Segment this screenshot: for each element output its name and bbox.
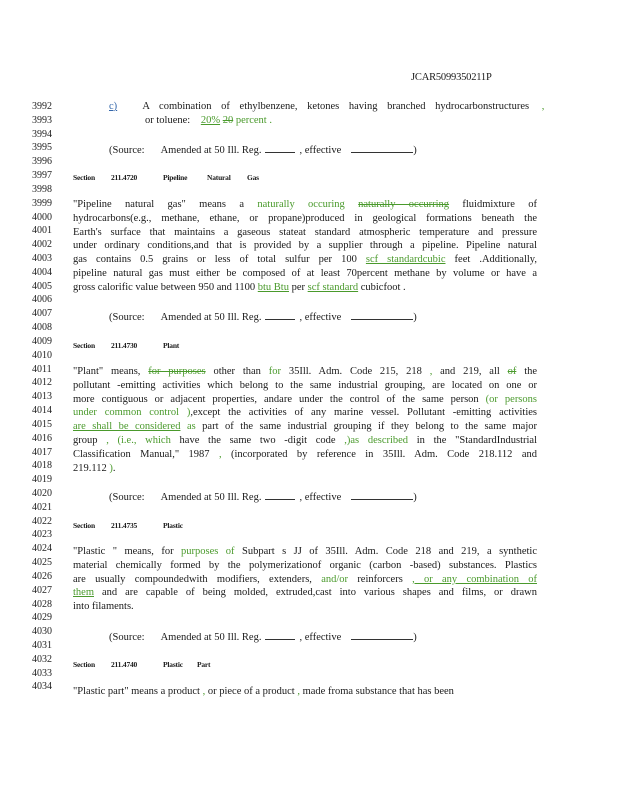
line-number: 4000 xyxy=(32,211,52,223)
text-run: "Plastic " means, for xyxy=(73,546,182,557)
blank-line xyxy=(351,310,413,320)
text-line xyxy=(73,394,537,406)
text-run: Subpart s JJ of 35Ill. Adm. Code 218 and 219, a synthetic xyxy=(234,546,537,557)
text-run: Classification Manual," 1987 xyxy=(73,448,219,460)
text-run: feet .Additionally, xyxy=(445,254,537,266)
line-number: 3992 xyxy=(32,101,52,112)
inserted-text: under common control ) xyxy=(73,407,191,419)
inserted-text: , xyxy=(218,448,222,460)
source-effective: , effective xyxy=(299,145,342,156)
line-number: 4005 xyxy=(32,280,52,292)
text-run: . xyxy=(112,462,116,474)
line-number: 4033 xyxy=(32,667,52,679)
text-run: the xyxy=(516,366,538,377)
document-header-id: JCAR5099350211P xyxy=(411,72,492,83)
line-number: 4018 xyxy=(32,460,52,472)
item-c-line-2 xyxy=(145,115,609,127)
section-heading-4735: Section 211.4735 Plastic xyxy=(73,521,183,530)
text-line xyxy=(73,213,537,225)
blank-line xyxy=(351,143,413,153)
underlined-insert: are shall be considered xyxy=(73,421,181,433)
inserted-text: ,)as described xyxy=(344,435,409,447)
text-line xyxy=(73,686,537,698)
text-line xyxy=(73,199,537,211)
line-number: 4028 xyxy=(32,598,52,610)
item-c-insert-mark: , xyxy=(541,101,545,112)
text-line xyxy=(73,227,537,239)
line-number: 4029 xyxy=(32,612,52,624)
line-number: 4009 xyxy=(32,335,52,347)
text-run: (incorporated by reference in 35Ill. Adm. Code 218.112 and xyxy=(221,448,537,460)
text-run: gross calorific value between 950 and 1100 xyxy=(73,281,258,293)
line-number: 4020 xyxy=(32,487,52,499)
text-line xyxy=(73,587,537,599)
text-run: gas contains 0.5 grains or less of total sulfur per 100 xyxy=(73,254,366,266)
underlined-insert: them xyxy=(73,587,94,599)
line-number: 4031 xyxy=(32,639,52,651)
blank-line xyxy=(265,630,295,640)
text-run: into filaments. xyxy=(73,601,134,613)
line-number: 3995 xyxy=(32,142,52,154)
blank-line xyxy=(265,143,295,153)
section-heading-4720: Section 211.4720 Pipeline Natural Gas xyxy=(73,173,259,182)
text-run: "Pipeline natural gas" means a xyxy=(73,199,258,210)
text-line xyxy=(73,407,537,419)
text-run: reinforcers xyxy=(348,573,413,585)
blank-line xyxy=(265,490,295,500)
line-number: 3997 xyxy=(32,170,52,182)
text-run: pipeline natural gas must either be composed of at least 70percent methane by volume or have a xyxy=(73,268,537,280)
line-number: 4006 xyxy=(32,294,52,306)
source-note xyxy=(109,143,573,157)
item-c-text-1: A combination of ethylbenzene, ketones having branched hydrocarbonstructures xyxy=(142,101,530,112)
underlined-insert: scf standard xyxy=(307,281,359,293)
item-c-label: c) xyxy=(109,101,118,112)
source-effective: , effective xyxy=(299,492,342,503)
line-number: 4015 xyxy=(32,418,52,430)
text-line xyxy=(73,282,537,294)
line-number: 4008 xyxy=(32,322,52,334)
text-run: more contiguous or adjacent properties, andare under the control of the same person xyxy=(73,393,486,405)
source-close: ) xyxy=(413,492,417,503)
text-line xyxy=(73,574,537,586)
text-run: in the "StandardIndustrial xyxy=(408,435,537,447)
text-run: other than xyxy=(205,366,269,377)
line-number: 4025 xyxy=(32,557,52,569)
line-number: 4034 xyxy=(32,681,52,693)
inserted-text: as xyxy=(186,421,196,433)
line-number: 4004 xyxy=(32,266,52,278)
line-number: 4032 xyxy=(32,653,52,665)
line-number: 4011 xyxy=(32,363,52,375)
source-note xyxy=(109,310,573,324)
text-run: made froma substance that has been xyxy=(299,686,454,697)
source-open: (Source: xyxy=(109,492,145,503)
line-number: 4030 xyxy=(32,626,52,638)
line-number: 4027 xyxy=(32,584,52,596)
text-line xyxy=(73,601,537,613)
deleted-text: for purposes xyxy=(148,366,206,377)
section-heading-4730: Section 211.4730 Plant xyxy=(73,341,180,350)
item-c-end: . xyxy=(269,115,272,126)
source-note xyxy=(109,630,573,644)
section-heading-4740: Section 211.4740 Plastic Part xyxy=(73,660,211,669)
blank-line xyxy=(265,310,295,320)
line-number: 4023 xyxy=(32,529,52,541)
deleted-text: naturally occurring xyxy=(358,199,450,210)
line-number: 4003 xyxy=(32,253,52,265)
line-number: 4002 xyxy=(32,239,52,251)
line-number: 4024 xyxy=(32,543,52,555)
text-line xyxy=(73,560,537,572)
text-run: are usually compoundedwith modifiers, extenders, xyxy=(73,573,322,585)
source-amended: Amended at 50 Ill. Reg. xyxy=(160,632,262,643)
item-c-text-2: or toluene: xyxy=(145,115,191,126)
line-number: 4016 xyxy=(32,432,52,444)
text-line xyxy=(73,380,537,392)
line-number: 4017 xyxy=(32,446,52,458)
line-number: 3994 xyxy=(32,128,52,140)
source-close: ) xyxy=(413,145,417,156)
source-effective: , effective xyxy=(299,312,342,323)
source-effective: , effective xyxy=(299,632,342,643)
text-line xyxy=(73,421,537,433)
text-line xyxy=(73,546,537,558)
source-amended: Amended at 50 Ill. Reg. xyxy=(160,145,262,156)
line-number: 3993 xyxy=(32,114,52,126)
inserted-text: , (i.e., which xyxy=(106,435,171,447)
item-c-insert: 20% xyxy=(200,115,221,126)
line-number: 4007 xyxy=(32,308,52,320)
line-number: 4014 xyxy=(32,405,52,417)
text-run: ,except the activities of any marine vessel. Pollutant -emitting activities xyxy=(190,407,537,419)
text-run: and are capable of being molded, extruded,cast into various shapes and films, or drawn xyxy=(94,587,537,599)
item-c-line-1 xyxy=(109,101,545,113)
text-run: "Plastic part" means a product xyxy=(73,686,203,697)
text-run: under ordinary conditions,and that is provided by a supplier through a pipeline. Pipeline natural xyxy=(73,240,537,252)
source-close: ) xyxy=(413,312,417,323)
underlined-insert: scf standardcubic xyxy=(365,254,446,266)
underlined-insert: btu Btu xyxy=(257,281,289,293)
line-number: 4013 xyxy=(32,391,52,403)
source-open: (Source: xyxy=(109,312,145,323)
line-number: 4022 xyxy=(32,515,52,527)
item-c-delete: 20 xyxy=(222,115,234,126)
text-run: per xyxy=(288,281,308,293)
text-run: pollutant -emitting activities which belong to the same industrial grouping, are located on one or xyxy=(73,379,537,391)
blank-line xyxy=(351,490,413,500)
line-number: 4019 xyxy=(32,474,52,486)
text-run: material chemically formed by the polymerizationof organic (carbon -based) substances. Plastics xyxy=(73,559,537,571)
line-number: 4012 xyxy=(32,377,52,389)
text-line xyxy=(73,463,537,475)
inserted-text: naturally occuring xyxy=(257,199,345,210)
text-line xyxy=(73,366,537,378)
text-run: Earth's surface that maintains a gaseous stateat standard atmospheric temperature and pressure xyxy=(73,226,537,238)
text-run: and 219, all xyxy=(440,366,508,377)
text-line xyxy=(73,268,537,280)
line-number: 3998 xyxy=(32,183,52,195)
text-run: "Plant" means, xyxy=(73,366,149,377)
line-number: 4021 xyxy=(32,501,52,513)
text-run: cubicfoot . xyxy=(358,281,406,293)
line-number: 3999 xyxy=(32,197,52,209)
source-note xyxy=(109,490,573,504)
source-open: (Source: xyxy=(109,145,145,156)
source-amended: Amended at 50 Ill. Reg. xyxy=(160,492,262,503)
line-number: 3996 xyxy=(32,156,52,168)
deleted-text: of xyxy=(507,366,517,377)
item-c-percent: percent xyxy=(235,115,267,126)
inserted-text: purposes of xyxy=(181,546,235,557)
line-number: 4010 xyxy=(32,349,52,361)
source-amended: Amended at 50 Ill. Reg. xyxy=(160,312,262,323)
inserted-text: for xyxy=(268,366,281,377)
inserted-text: , xyxy=(297,686,300,697)
source-open: (Source: xyxy=(109,632,145,643)
source-close: ) xyxy=(413,632,417,643)
text-line xyxy=(73,254,537,266)
blank-line xyxy=(351,630,413,640)
line-number: 4026 xyxy=(32,570,52,582)
text-run: 219.112 xyxy=(73,462,110,474)
text-run: hydrocarbons(e.g., methane, ethane, or propane)produced in geological formations beneath the xyxy=(73,212,537,224)
text-line xyxy=(73,240,537,252)
text-run xyxy=(345,199,358,210)
inserted-text: (or persons xyxy=(485,393,537,405)
text-run: part of the same industrial grouping if they belong to the same major xyxy=(195,421,538,433)
text-run: or piece of a product xyxy=(205,686,298,697)
text-run: fluidmixture of xyxy=(449,199,537,210)
text-line xyxy=(73,449,537,461)
inserted-text: , xyxy=(202,686,206,697)
text-run: group xyxy=(73,435,107,447)
text-run: have the same two -digit code xyxy=(170,435,345,447)
text-run: 35Ill. Adm. Code 215, 218 xyxy=(281,366,430,377)
line-number: 4001 xyxy=(32,225,52,237)
text-line xyxy=(73,435,537,447)
inserted-text: and/or xyxy=(321,573,349,585)
underlined-insert: , or any combination of xyxy=(412,573,537,585)
inserted-text: ) xyxy=(109,462,113,474)
inserted-text: , xyxy=(429,366,441,377)
